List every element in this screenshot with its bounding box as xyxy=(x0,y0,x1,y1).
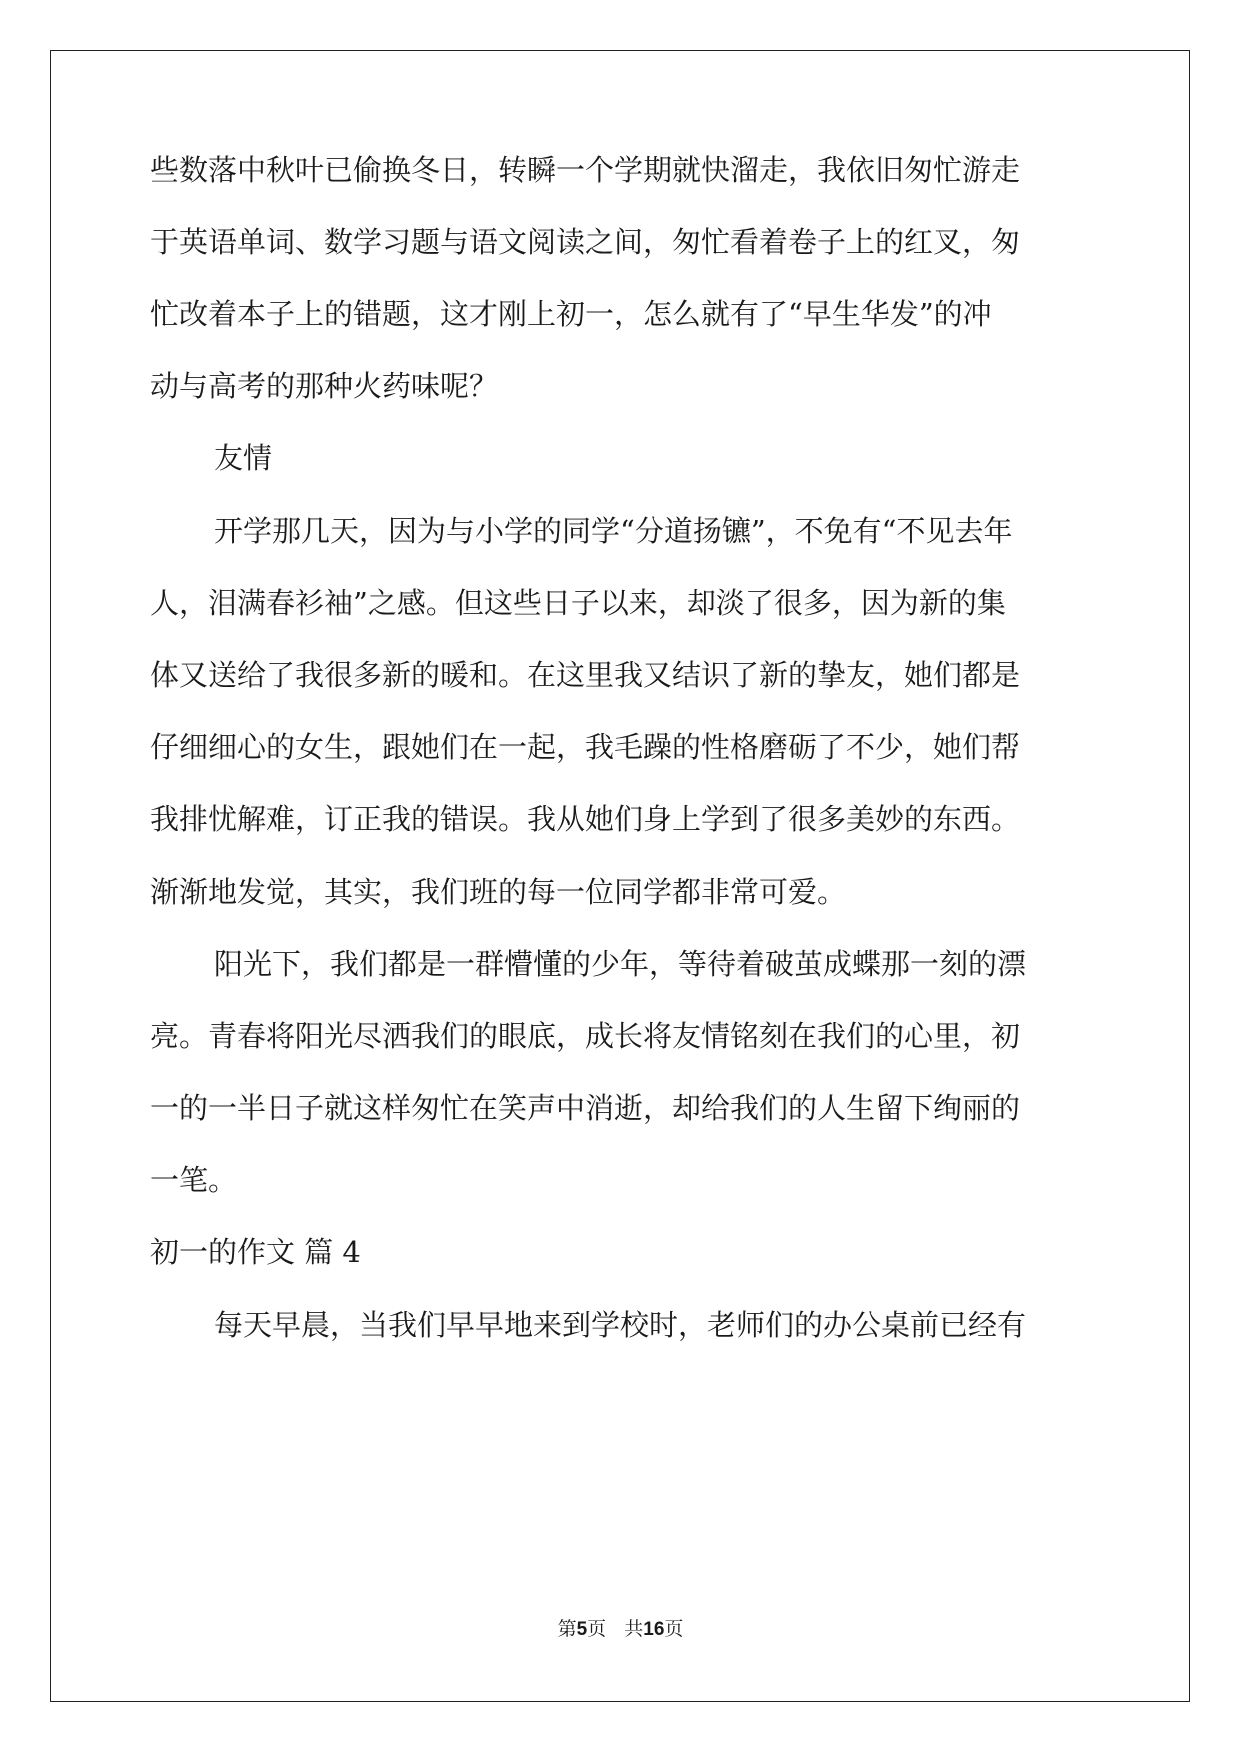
footer-prefix: 第 xyxy=(557,1618,577,1640)
footer-middle: 页 共 xyxy=(587,1618,644,1640)
page-footer xyxy=(0,1614,1241,1641)
text-line: 些数落中秋叶已偷换冬日，转瞬一个学期就快溜走，我依旧匆忙游走 xyxy=(150,153,1021,187)
text-line: 每天早晨，当我们早早地来到学校时，老师们的办公桌前已经有 xyxy=(214,1308,1027,1342)
total-page-number: 16 xyxy=(643,1619,665,1640)
text-line: 我排忧解难，订正我的错误。我从她们身上学到了很多美妙的东西。 xyxy=(150,802,1021,836)
text-line: 动与高考的那种火药味呢？ xyxy=(150,369,499,403)
essay-title: 初一的作文 篇 4 xyxy=(150,1235,361,1269)
text-line: 一笔。 xyxy=(150,1163,238,1197)
text-line: 体又送给了我很多新的暖和。在这里我又结识了新的挚友，她们都是 xyxy=(150,658,1021,692)
text-line: 于英语单词、数学习题与语文阅读之间，匆忙看着卷子上的红叉，匆 xyxy=(150,225,1021,259)
section-heading: 友情 xyxy=(214,441,273,475)
text-line: 渐渐地发觉，其实，我们班的每一位同学都非常可爱。 xyxy=(150,875,847,909)
footer-suffix: 页 xyxy=(664,1618,684,1640)
text-line: 仔细细心的女生，跟她们在一起，我毛躁的性格磨砺了不少，她们帮 xyxy=(150,730,1021,764)
text-line: 人，泪满春衫袖”之感。但这些日子以来，却淡了很多，因为新的集 xyxy=(150,586,1006,620)
text-line: 开学那几天，因为与小学的同学“分道扬镳”，不免有“不见去年 xyxy=(214,514,1013,548)
text-line: 阳光下，我们都是一群懵懂的少年，等待着破茧成蝶那一刻的漂 xyxy=(214,947,1027,981)
current-page-number: 5 xyxy=(576,1619,588,1640)
text-line: 亮。青春将阳光尽洒我们的眼底，成长将友情铭刻在我们的心里，初 xyxy=(150,1019,1021,1053)
text-line: 一的一半日子就这样匆忙在笑声中消逝，却给我们的人生留下绚丽的 xyxy=(150,1091,1021,1125)
text-line: 忙改着本子上的错题，这才刚上初一，怎么就有了“早生华发”的冲 xyxy=(150,297,992,331)
